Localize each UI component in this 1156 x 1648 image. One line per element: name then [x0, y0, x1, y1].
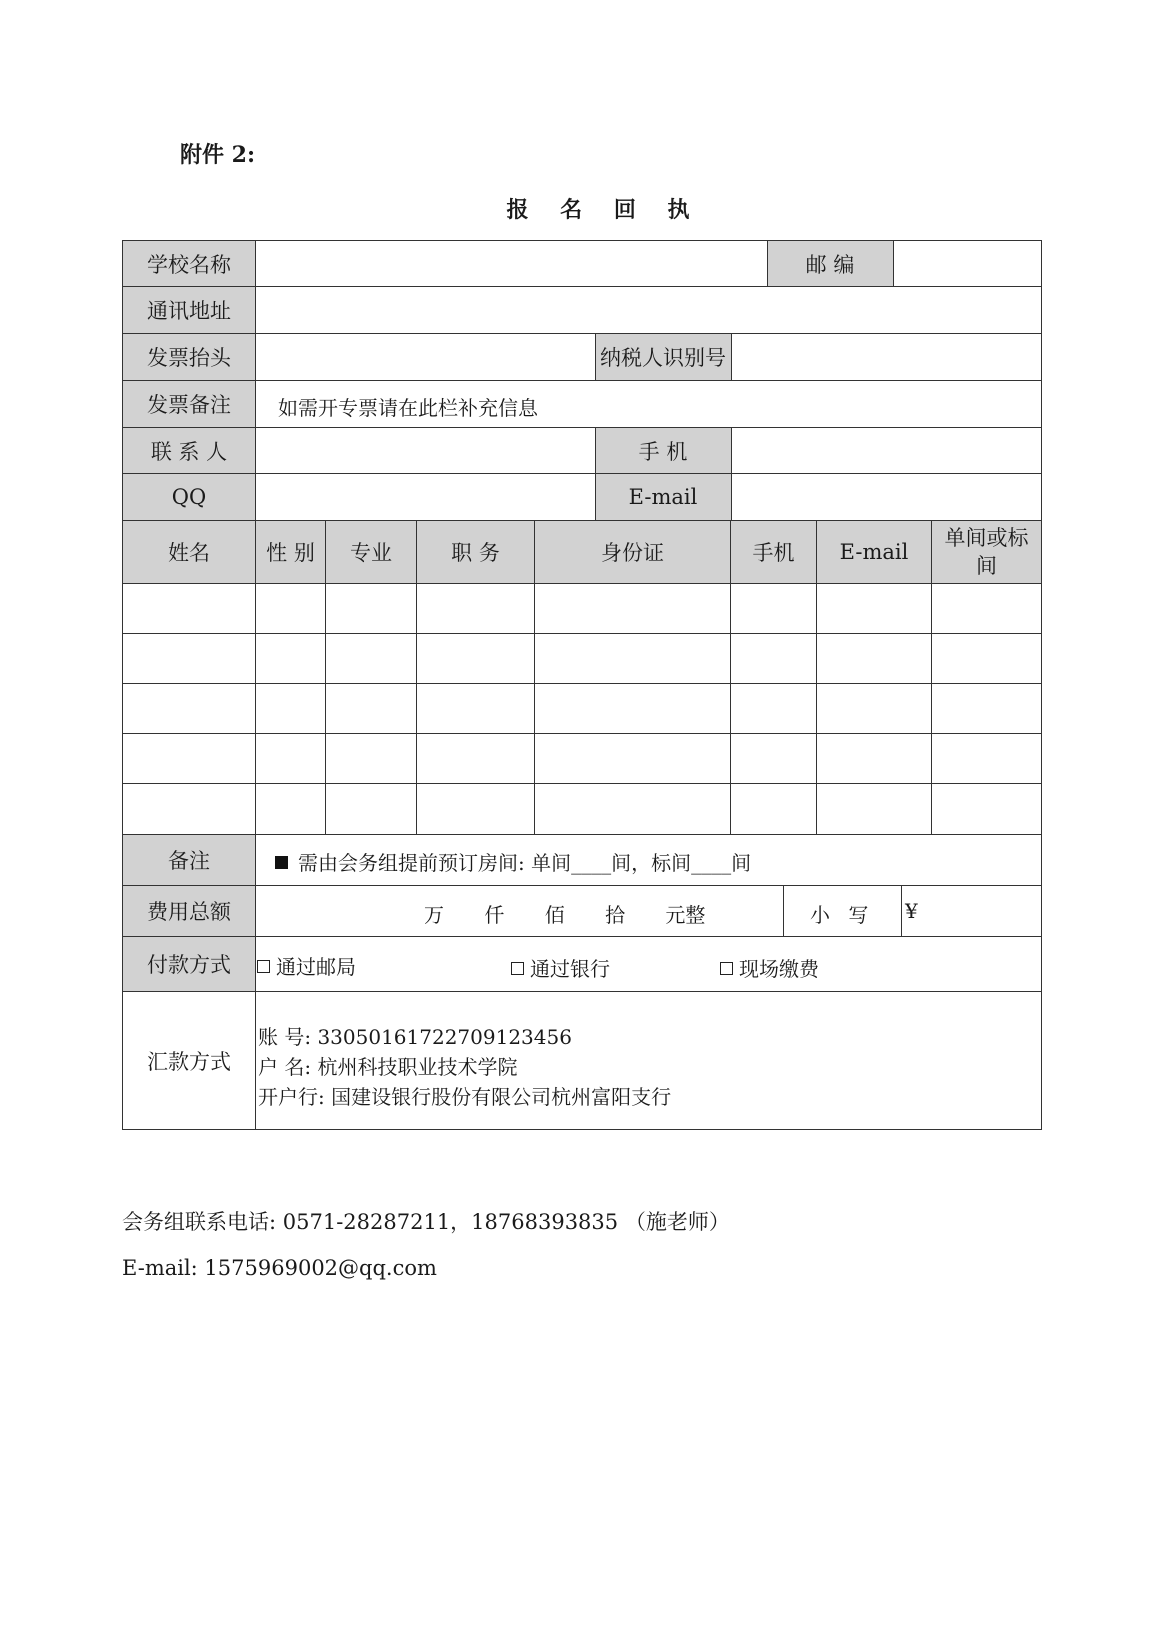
header-position: 职 务: [417, 521, 534, 583]
label-qq: QQ: [123, 474, 255, 520]
label-payment-method: 付款方式: [123, 937, 255, 991]
form-title: 报 名 回 执: [506, 197, 702, 223]
invoice-note-hint: 如需开专票请在此栏补充信息: [278, 396, 538, 420]
label-fee-total: 费用总额: [123, 886, 255, 936]
row-divider: [122, 520, 1042, 521]
col-divider: [783, 885, 784, 937]
header-gender: 性 别: [256, 521, 325, 583]
row-divider: [122, 286, 1042, 287]
checkbox-icon[interactable]: [720, 962, 733, 975]
row-divider: [122, 936, 1042, 937]
row-divider: [122, 333, 1042, 334]
label-contact: 联 系 人: [123, 428, 255, 473]
label-mobile: 手 机: [595, 428, 731, 473]
checkbox-icon[interactable]: [257, 960, 270, 973]
checkbox-icon[interactable]: [511, 962, 524, 975]
col-divider: [255, 240, 256, 1130]
label-postcode: 邮 编: [767, 241, 893, 286]
label-remit-method: 汇款方式: [147, 1049, 231, 1074]
row-divider: [122, 633, 1042, 634]
remit-account-name: 户 名: 杭州科技职业技术学院: [258, 1055, 518, 1079]
header-mobile: 手机: [731, 521, 816, 583]
filled-square-icon: [275, 856, 288, 869]
header-id-card: 身份证: [535, 521, 730, 583]
row-divider: [122, 991, 1042, 992]
row-divider: [122, 783, 1042, 784]
header-name: 姓名: [123, 521, 255, 583]
remit-bank: 开户行: 国建设银行股份有限公司杭州富阳支行: [258, 1085, 672, 1109]
col-divider: [534, 520, 535, 835]
row-divider: [122, 583, 1042, 584]
row-divider: [122, 683, 1042, 684]
col-divider: [595, 427, 596, 521]
payment-option-post[interactable]: 通过邮局: [257, 951, 356, 980]
header-email: E-mail: [817, 521, 931, 583]
remark-text: 需由会务组提前预订房间: 单间____间，标间____间: [275, 847, 751, 876]
fee-units: 万 仟 佰 拾 元整: [424, 903, 706, 927]
col-divider: [730, 520, 731, 835]
contact-phone: 会务组联系电话: 0571-28287211，18768393835 （施老师）: [122, 1210, 730, 1234]
col-divider: [731, 427, 732, 521]
col-divider: [901, 885, 902, 937]
registration-form: [122, 240, 1042, 1130]
col-divider: [325, 520, 326, 835]
label-school-name: 学校名称: [123, 241, 255, 286]
row-divider: [122, 473, 1042, 474]
header-major: 专业: [326, 521, 416, 583]
payment-option-bank[interactable]: 通过银行: [511, 953, 610, 982]
row-divider: [122, 885, 1042, 886]
payment-option-onsite[interactable]: 现场缴费: [720, 953, 819, 982]
col-divider: [931, 520, 932, 835]
fee-currency: ¥: [905, 899, 918, 923]
col-divider: [416, 520, 417, 835]
label-taxpayer-id: 纳税人识别号: [595, 334, 731, 380]
header-room-type: 单间或标间: [932, 521, 1041, 583]
attachment-label: 附件 2:: [180, 142, 256, 168]
col-divider: [767, 240, 768, 287]
row-divider: [122, 380, 1042, 381]
label-remark: 备注: [123, 835, 255, 885]
col-divider: [893, 240, 894, 287]
label-invoice-note: 发票备注: [123, 381, 255, 427]
col-divider: [816, 520, 817, 835]
remit-account: 账 号: 33050161722709123456: [258, 1025, 572, 1049]
col-divider: [731, 333, 732, 381]
row-divider: [122, 427, 1042, 428]
label-invoice-title: 发票抬头: [123, 334, 255, 380]
fee-lowercase-label: 小 写: [810, 903, 869, 927]
col-divider: [595, 333, 596, 381]
row-divider: [122, 834, 1042, 835]
row-divider: [122, 733, 1042, 734]
contact-email: E-mail: 1575969002@qq.com: [122, 1256, 437, 1280]
label-address: 通讯地址: [123, 287, 255, 333]
label-email: E-mail: [595, 474, 731, 520]
